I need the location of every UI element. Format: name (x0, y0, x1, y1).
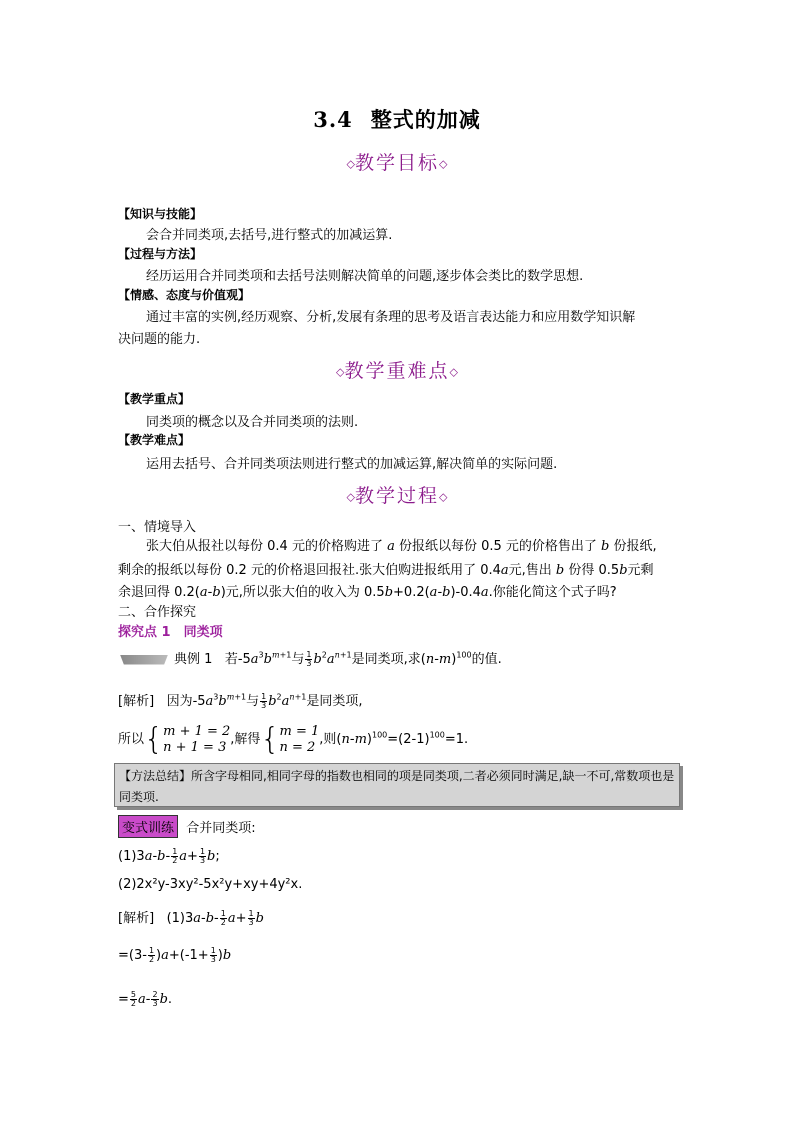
goal-text-attitude-line2: 决问题的能力. (118, 332, 201, 347)
question-2: (2)2x²y-3xy²-5x²y+xy+4y²x. (118, 877, 303, 892)
goal-text-attitude-line1: 通过丰富的实例,经历观察、分析,发展有条理的思考及语言表达能力和应用数学知识解 (146, 310, 636, 325)
key-text-difficulty: 运用去括号、合并同类项法则进行整式的加减运算,解决简单的实际问题. (146, 457, 558, 472)
process-heading-explore: 二、合作探究 (118, 605, 197, 620)
intro-line-2: 剩余的报纸以每份 0.2 元的价格退回报社.张大伯购进报纸用了 0.4a元,售出 b 份得 0.5b元剩 (118, 563, 654, 578)
goal-heading-attitude: 【情感、态度与价值观】 (118, 288, 251, 302)
explore-point-1: 探究点 1 同类项 (118, 625, 223, 640)
example-1: 典例 1 若$-5a^3b^{m+1}$与 $\frac{1}{3}$ $b^2a^{n+1}$是同类项,求$(n-m)^{100}$的值. (120, 648, 502, 668)
process-heading-intro: 一、情境导入 (118, 520, 197, 535)
page-title: 3.4 整式的加减 (313, 107, 481, 132)
variant-training: 变式训练 合并同类项: (118, 815, 256, 838)
analysis-line: [解析] 因为$-5a^3b^{m+1}$与 $\frac{1}{3}$ $b^2a^{n+1}$是同类项, (118, 692, 363, 710)
diamond-icon: ◇ (336, 365, 345, 379)
diamond-icon: ◇ (346, 157, 355, 171)
variant-tag: 变式训练 (118, 815, 178, 838)
intro-line-3: 余退回得 0.2(a-b)元,所以张大伯的收入为 0.5b+0.2(a-b)-0.4a.你能化简这个式子吗? (118, 585, 617, 600)
question-1: (1)3a-b- $\frac{1}{2}$ a+ $\frac{1}{3}$ b; (118, 847, 220, 865)
answer-line-1: [解析] (1)3a-b- $\frac{1}{2}$ a+ $\frac{1}{3}$ b (118, 909, 264, 927)
diamond-icon: ◇ (346, 490, 355, 504)
goal-text-knowledge: 会合并同类项,去括号,进行整式的加减运算. (146, 228, 393, 243)
solution-line: 所以{m + 1 = 2 n + 1 = 3 ,解得{m = 1 n = 2 ,则$(n-m)^{100}=(2-1)^{100}=1$. (118, 722, 469, 757)
diamond-icon: ◇ (439, 157, 448, 171)
answer-line-3: = $\frac{5}{2}$ a- $\frac{2}{3}$ b. (118, 990, 173, 1008)
intro-line-1: 张大伯从报社以每份 0.4 元的价格购进了 a 份报纸以每份 0.5 元的价格售出了 b 份报纸, (146, 539, 657, 554)
answer-line-2: =(3- $\frac{1}{2}$ )a+(-1+ $\frac{1}{3}$ )b (118, 946, 232, 964)
diamond-icon: ◇ (439, 490, 448, 504)
goal-text-process: 经历运用合并同类项和去括号法则解决简单的问题,逐步体会类比的数学思想. (146, 269, 584, 284)
section-goals-heading: ◇教学目标◇ (346, 152, 448, 174)
example-bar-icon (120, 655, 168, 665)
diamond-icon: ◇ (449, 365, 458, 379)
key-heading-difficulty: 【教学难点】 (118, 433, 191, 447)
goal-heading-knowledge: 【知识与技能】 (118, 207, 203, 221)
key-text-focus: 同类项的概念以及合并同类项的法则. (146, 415, 359, 430)
method-summary-box: 【方法总结】所含字母相同,相同字母的指数也相同的项是同类项,二者必须同时满足,缺一不可,常数项也是同类项. (114, 763, 680, 807)
goal-heading-process: 【过程与方法】 (118, 247, 203, 261)
key-heading-focus: 【教学重点】 (118, 392, 191, 406)
section-keypoints-heading: ◇教学重难点◇ (336, 360, 458, 382)
section-process-heading: ◇教学过程◇ (346, 485, 448, 507)
